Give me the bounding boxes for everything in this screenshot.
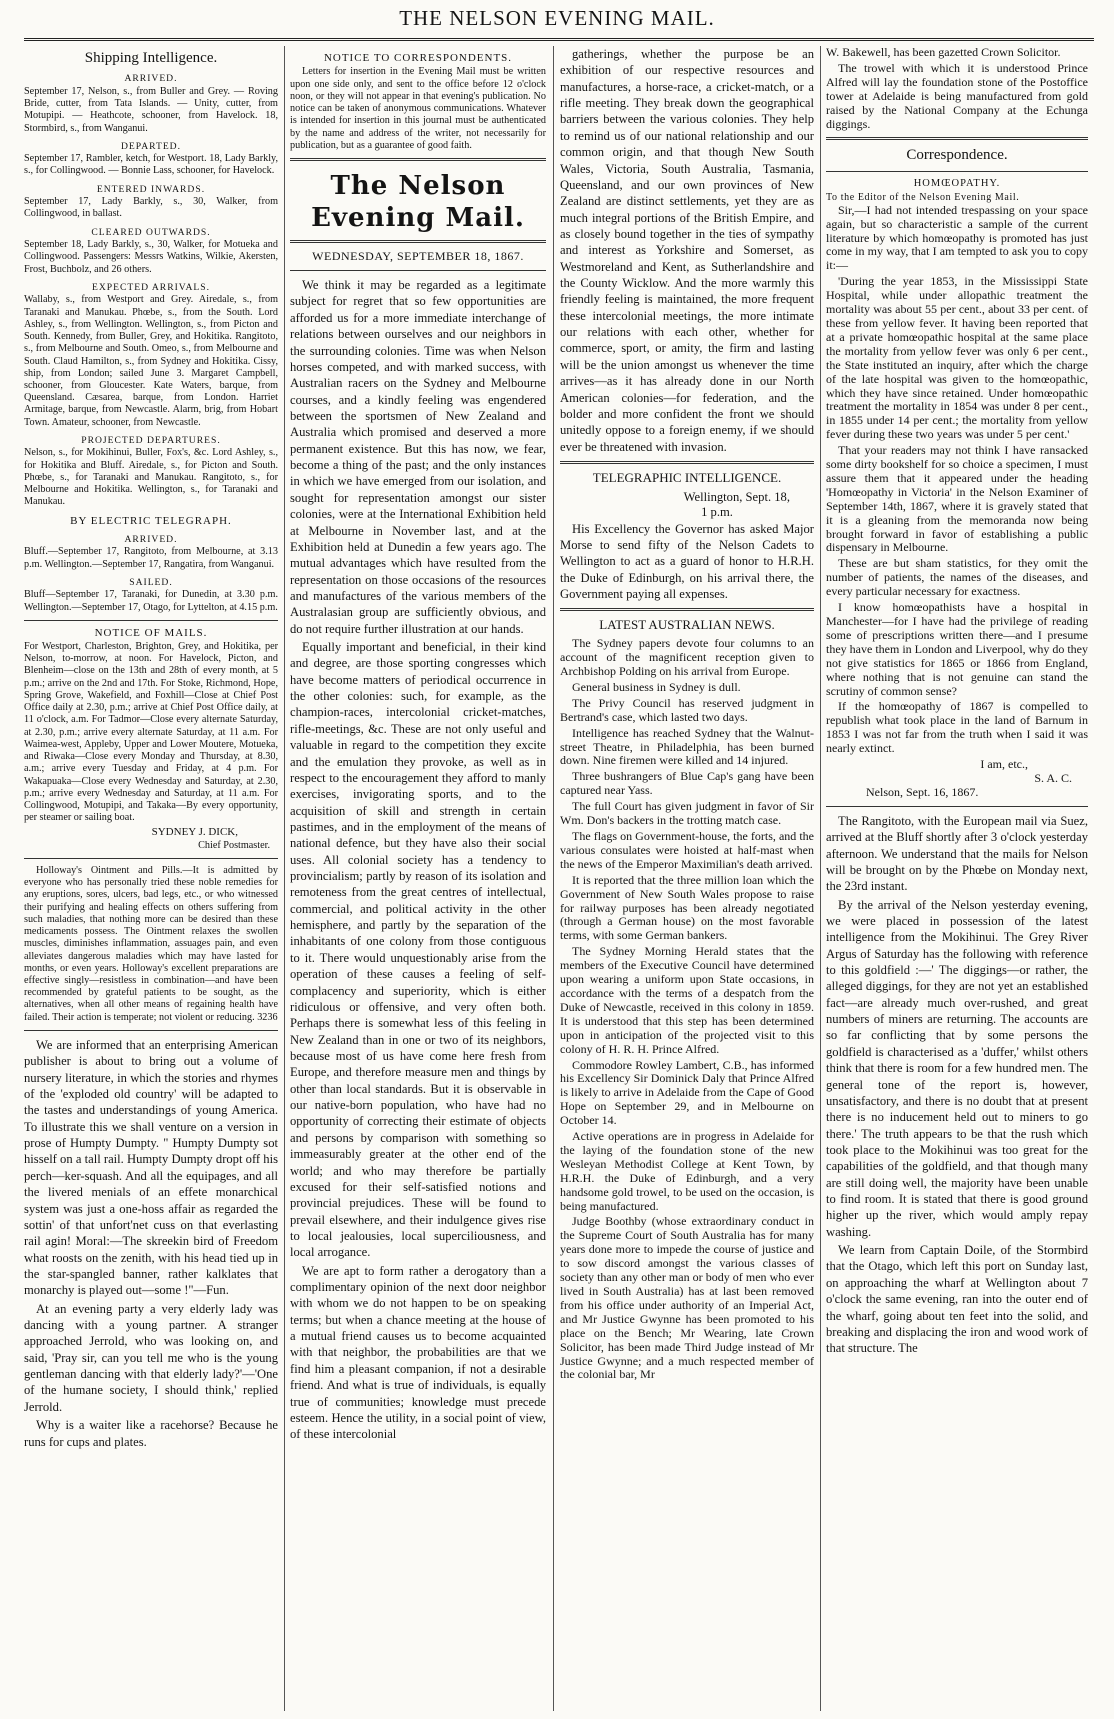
news-item: General business in Sydney is dull. [572, 679, 741, 694]
notice-text: Letters for insertion in the Evening Mail must be written upon one side only, and sent to the office before 12 o'clock noon, or they will not appear in that evening's publication. No notice can be taken of anonymous communications. Whatever is intended for insertion in this journal must be authenticated by the name and address of the writer, not necessarily for publication, but as a guarantee of good faith. [290, 66, 546, 151]
signature: I am, etc., [980, 757, 1028, 772]
divider [826, 137, 1088, 140]
section-heading: Correspondence. [906, 147, 1008, 164]
divider [560, 608, 814, 611]
signature: S. A. C. [1034, 770, 1072, 785]
paragraph: Why is a waiter like a racehorse? Because he runs for cups and plates. [24, 1418, 278, 1449]
subheading: CLEARED OUTWARDS. [91, 226, 211, 238]
paragraph: W. Bakewell, has been gazetted Crown Solicitor. [826, 46, 1061, 59]
letter-paragraph: That your readers may not think I have ransacked some dirty bookshelf for so choice a specimen, I must assure them that it appeared under the heading 'Homœopathy in Victoria' in the Nelson Examiner of September 14th, 1867, where it is gravely stated that it is a gleaning from the memoranda now being brought forward in favor of establishing a public dispensary in Melbourne. [826, 443, 1088, 555]
paragraph: The trowel with which it is understood Prince Alfred will lay the foundation stone of the Postoffice tower at Adelaide is being manufactured from gold raised by the National Company at the Echunga diggings. [826, 60, 1088, 131]
news-item: The Privy Council has reserved judgment in Bertrand's case, which lasted two days. [560, 695, 814, 724]
news-item: The flags on Government-house, the forts, and the various consulates were hoisted at half-mast when the news of the Emperor Maximilian's death arrived. [560, 829, 814, 871]
shipping-list: Bluff—September 17, Taranaki, for Dunedin, at 3.30 p.m. Wellington.—September 17, Otago, for Lyttelton, at 4.15 p.m. [24, 589, 278, 613]
paragraph: The Rangitoto, with the European mail via Suez, arrived at the Bluff shortly after 3 o'clock yesterday afternoon. We understand that the mails for Nelson will be brought on by the Phœbe on Monday next, the 23rd instant. [826, 813, 1088, 894]
subheading: PROJECTED DEPARTURES. [81, 434, 221, 446]
news-item: Intelligence has reached Sydney that the Walnut-street Theatre, in Philadelphia, has been burned down. Nine firemen were killed and 14 injured. [560, 725, 814, 768]
subheading: NOTICE TO CORRESPONDENTS. [323, 52, 513, 64]
section-heading: Shipping Intelligence. [84, 50, 218, 66]
subheading: DEPARTED. [120, 140, 182, 152]
signature: Chief Postmaster. [198, 839, 270, 851]
divider [560, 461, 814, 464]
letter-paragraph: Sir,—I had not intended trespassing on your space again, but so characteristic a sample of the current literature by which homœopathy is promoted has just come in my way, that I am tempted to ask you to copy it:— [826, 202, 1088, 273]
paragraph: We are apt to form rather a derogatory than a complimentary opinion of the next door neighbor with whom we do not happen to be on speaking terms; but when a chance meeting at the house of a mutual friend causes us to become acquainted with that neighbor, the probabilities are that we find him a pleasant companion, if not a desirable friend. And what is true of individuals, is equally true of communities; knowledge must precede esteem. Hence the utility, in a social point of view, of these intercolonial [290, 1263, 546, 1442]
column-1 [24, 46, 278, 1711]
news-item: Three bushrangers of Blue Cap's gang have been captured near Yass. [560, 769, 814, 798]
column-divider [820, 46, 821, 1711]
divider [24, 620, 278, 621]
paragraph: By the arrival of the Nelson yesterday evening, we were placed in possession of the latest intelligence from the Mokihinui. The Grey River Argus of Saturday has the following with reference to this goldfield :—' The diggings—or rather, the alleged diggings, for they are not yet an established fact—are already much over-rushed, and great numbers of miners are returning. The accounts are so far conflicting that by some persons the goldfield is characterised as a 'duffer,' whilst others think that there is room for a few hundred men. The general tone of the report is, however, unsatisfactory, and there is no doubt that at present there is no inducement held out to miners to go there.' The truth appears to be that the rush which took place to the Mokihinui was too great for the capabilities of the goldfield, and that though many are still doing well, the majority have been unable to find room. It is stated that there is good ground higher up the river, which would amply repay washing. [826, 897, 1088, 1239]
subheading: ENTERED INWARDS. [96, 183, 206, 195]
section-heading: LATEST AUSTRALIAN NEWS. [599, 617, 775, 633]
dateline: Wellington, Sept. 18, [683, 489, 790, 504]
news-item: It is reported that the three million loan which the Government of New South Wales propose to raise for railway purposes has been already negotiated (through a German house) on the most favorable terms, with some German bankers. [560, 872, 814, 943]
shipping-list: Wallaby, s., from Westport and Grey. Airedale, s., from Taranaki and Manukau. Phœbe, s., from the South. Lord Ashley, s., from Wellington. Wellington, s., from Picton and South. Kennedy, from Buller, Grey, and Hokitika. Rangitoto, s., from Melbourne and South. Omeo, s., from Melbourne and South. Claud Hamilton, s., from Sydney and Hokitika. Cissy, ship, from London; sailed June 3. Margaret Campbell, schooner, from Gloucester. Kate Waters, barque, from Queensland. Cæsarea, barque, from London. Harriet Armitage, barque, from Newcastle. Alarm, brig, from Hobart Town. Amateur, schooner, from Newcastle. [24, 294, 278, 428]
paragraph: At an evening party a very elderly lady was dancing with a young partner. A stranger approached Jerrold, who was looking on, and said, 'Pray sir, can you tell me who is the young gentleman dancing with that elderly lady?'—'One of the humane society, I should think,' replied Jerrold. [24, 1301, 278, 1414]
newspaper-title: The Nelson Evening Mail. [311, 171, 525, 233]
subheading: ARRIVED. [124, 533, 178, 545]
column-2 [290, 46, 546, 1711]
news-item: The Sydney papers devote four columns to an account of the magnificent reception given to Archbishop Polding on his arrival from Europe. [560, 636, 814, 679]
letter-paragraph: If the homœopathy of 1867 is compelled to republish what took place in the land of Barnum in 1853 I was not far from the truth when I said it was nearly extinct. [826, 699, 1088, 756]
letter-paragraph: I know homœopathists have a hospital in Manchester—for I have had the privilege of reading some of prescriptions written there—and I presume they have them in London and Liverpool, why do they not give statistics for 1865 or 1866 from England, where nothing that is not genuine can stand the scrutiny of common sense? [826, 600, 1088, 698]
column-4 [826, 46, 1088, 1711]
divider [826, 171, 1088, 172]
subheading: NOTICE OF MAILS. [94, 626, 208, 639]
divider [826, 806, 1088, 807]
shipping-list: September 17, Nelson, s., from Buller and Grey. — Roving Bride, cutter, from Tata Islands. — Unity, cutter, from Motupipi. — Heathcote, schooner, from Havelock. 18, Stormbird, s., from Wanganui. [24, 85, 278, 134]
mail-notice: For Westport, Charleston, Brighton, Grey, and Hokitika, per Nelson, to-morrow, at noon. For Havelock, Picton, and Blenheim—close on the 13th and 28th of every month, at 5 p.m.; arrive on the 2nd and 17th. For Stoke, Richmond, Hope, Spring Grove, Wakefield, and Foxhill—Close at Chief Post Office daily at 2.30, p.m.; arrive at Chief Post Office daily, at 11 o'clock, a.m. For Tadmor—Close every alternate Saturday, at 2.30, p.m.; arrive every alternate Saturday, at 11 a.m. For Waimea-west, Appleby, Upper and Lower Moutere, Motueka, and Riwaka—Close every Monday and Thursday, at 8.30, a.m.; arrive every Tuesday and Friday, at 4 p.m. For Wakapuaka—Close every Wednesday and Saturday, at 2.30, p.m.; arrive every Wednesday and Saturday, at 11 a.m. For Collingwood, Motupipi, and Takaka—By every opportunity, per steamer or sailing boat. [24, 640, 278, 824]
subheading: EXPECTED ARRIVALS. [91, 281, 211, 293]
dateline: 1 p.m. [701, 505, 733, 520]
subheading: SAILED. [129, 576, 173, 588]
news-item: The Sydney Morning Herald states that the members of the Executive Council have determined upon wearing a uniform upon State occasions, in accordance with the terms of a despatch from the Duke of Newcastle, received in this colony in 1859. It is understood that this step has been determined upon in anticipation of the projected visit to this colony of H. R. H. Prince Alfred. [560, 944, 814, 1056]
paragraph: We think it may be regarded as a legitimate subject for regret that so few opportunities are afforded us for a more immediate interchange of relations between ourselves and our neighbors in the surrounding colonies. Time was when Nelson horses competed, and with marked success, with Australian racers on the Sydney and Melbourne courses, and a kindly feeling was engendered between the sportsmen of New Zealand and Australia which promised and deserved a more permanent existence. But this has now, we fear, become a thing of the past; and the only instances in which we have emerged from our isolation, and sought for representation amongst our sister colonies, were at the International Exhibition held at Melbourne in November last, and at the Exhibition held at Dunedin a few years ago. The mutual advantages which have resulted from the representation on those occasions of the resources and manufactures of the various members of the Australasian group are sufficiently obvious, and do not require further illustration at our hands. [290, 278, 546, 636]
divider [290, 158, 546, 161]
column-divider [284, 46, 285, 1711]
subheading: BY ELECTRIC TELEGRAPH. [70, 514, 232, 527]
shipping-list: Nelson, s., for Mokihinui, Buller, Fox's, &c. Lord Ashley, s., for Hokitika and Bluff. Airedale, s., for Picton and South. Phœbe, s., for Taranaki and Manukau. Rangitoto, s., for Melbourne and Hokitika. Wellington, s., for Taranaki and Manukau. [24, 447, 278, 508]
column-3 [560, 46, 814, 1711]
divider [24, 858, 278, 859]
section-heading: TELEGRAPHIC INTELLIGENCE. [592, 469, 782, 485]
letter-address: To the Editor of the Nelson Evening Mail. [826, 191, 1020, 203]
paragraph: gatherings, whether the purpose be an exhibition of our respective resources and manufactures, a horse-race, a cricket-match, or a rifle meeting. They break down the geographical barriers between the various colonies. They help to remind us of our national relationship and our common origin, and that though New South Wales, Victoria, South Australia, Tasmania, Queensland, and our own provinces of New Zealand are distinct settlements, yet they are as much integral portions of the British Empire, and as closely bound together in the ties of sympathy and interest as Yorkshire and Somerset, as Westmoreland and Kent, as Sutherlandshire and the County Wicklow. And the more warmly this friendly feeling is maintained, the more frequent these intercolonial meetings, the more intimate our relations with each other, whether for commerce, sport, or amity, the firm and lasting will be the union amongst us whenever the time arrives—as it has already done in our North American colonies—for federation, and the bolder and more confident the front we should unitedly oppose to a foreign enemy, if we should ever be threatened with invasion. [560, 47, 814, 454]
subheading: ARRIVED. [124, 73, 178, 85]
advertisement: Holloway's Ointment and Pills.—It is admitted by everyone who has personally tried these noble remedies for any eruptions, sores, ulcers, bad legs, etc., or who witnessed their purifying and healing effects on others suffering from such maladies, that nothing more can be desired than these medicaments possess. The Ointment relaxes the swollen muscles, diminishes inflammation, assuages pain, and even alleviates dangerous maladies which may have lasted for months, or even years. Holloway's excellent preparations are effective singly—resistless in combination—and have been recommended by grateful patients to be sought, as the alternatives, when all other means of regaining health have failed. Their action is temperate; not violent or reducing. 3236 [24, 864, 278, 1023]
paragraph: His Excellency the Governor has asked Major Morse to send fifty of the Nelson Cadets to Wellington to act as a guard of honor to H.R.H. the Duke of Edinburgh, on his arrival there, the Government paying all expenses. [560, 521, 814, 601]
letter-date: Nelson, Sept. 16, 1867. [866, 784, 979, 799]
letter-paragraph: These are but sham statistics, for they omit the number of patients, the names of the diseases, and every particular necessary for exactness. [826, 556, 1088, 599]
divider [290, 270, 546, 271]
shipping-list: Bluff.—September 17, Rangitoto, from Melbourne, at 3.13 p.m. Wellington.—September 17, Rangatira, from Wanganui. [24, 546, 278, 570]
news-item: Active operations are in progress in Adelaide for the laying of the foundation stone of the new Wesleyan Methodist College at Kent Town, by H.R.H. the Duke of Edinburgh, and a very handsome gold trowel, to be used on the occasion, is being manufactured. [560, 1129, 814, 1213]
divider [290, 240, 546, 243]
divider [24, 1030, 278, 1031]
news-item: The full Court has given judgment in favor of Sir Wm. Don's backers in the trotting match case. [560, 799, 814, 828]
paragraph: Equally important and beneficial, in their kind and degree, are those sporting congresses which have become matters of periodical occurrence in the other colonies: such, for example, as the champion-races, intercolonial cricket-matches, rifle-meetings, &c. These are not only useful and valuable in regard to the competition they excite and the emulation they provoke, as well as in respect to the encouragement they afford to manly exercises, invigorating sports, and to the acquisition of skill and strength in certain pastimes, and in the employment of the means of national defence, but they have also their social uses. All colonial society has a tendency to provincialism; partly by reason of its isolation and remoteness from the great centres of intellectual, commercial, and political activity in the other hemisphere, and partly by the separation of the inhabitants of one colony from those contiguous to it. There would unquestionably arise from the operation of these causes a feeling of self-complacency and superiority, which is either ridiculous or offensive, and very often both. Perhaps there is somewhat less of this feeling in New Zealand than in one or two of its neighbors, because most of us have come here fresh from Europe, and therefore measure men and things by other than local standards. But it is observable in our native-born population, who have had no opportunity of correcting their estimate of objects and persons by comparison with something so immeasurably greater at the other end of the world; and who may therefore be partially excused for their self-satisfied notions and provincial prejudices. These will be found to prevail elsewhere, and their indulgence gives rise to local jealousies, local superciliousness, and local arrogance. [290, 640, 546, 1260]
masthead: THE NELSON EVENING MAIL. [399, 6, 715, 30]
paragraph: We are informed that an enterprising American publisher is about to bring out a volume of nursery literature, in which the stories and rhymes of the 'exploded old country' will be adapted to the tastes and understandings of young America. To illustrate this we shall venture on a version in prose of Humpty Dumpty. " Humpty Dumpty sot hisself on a tall rail. Humpty Dumpty dropt off his perch—ker-squash. And all the equipages, and all the livered menials of an effete monarchical system was just a one-hoss affair as regarded the sottin' of that unfort'net cuss on that everlasting rail agin! Moral:—The skreekin bird of Freedom what roosts on the zenith, with his head tied up in the star-spangled banner, rather kalklates that monarchy is played out—some !"—Fun. [24, 1037, 278, 1298]
signature: SYDNEY J. DICK, [151, 826, 238, 839]
paragraph: We learn from Captain Doile, of the Stormbird that the Otago, which left this port on Sunday last, on approaching the wharf at Wellington about 7 o'clock the same evening, ran into the outer end of the wharf, going about ten feet into the solid, and breaking and displacing the iron and wood work of that structure. The [826, 1243, 1088, 1356]
subheading: HOMŒOPATHY. [913, 177, 1001, 189]
issue-date: WEDNESDAY, SEPTEMBER 18, 1867. [312, 249, 524, 264]
news-item: Judge Boothby (whose extraordinary conduct in the Supreme Court of South Australia has for many years done more to impede the course of justice and to sow discord amongst the various classes of society than any other man or body of men who ever lived in South Australia) has at last been removed from his office under authority of an Imperial Act, and Mr Justice Gwynne has been promoted to his place on the Bench; Mr Wearing, late Crown Solicitor, has been made Third Judge instead of Mr Justice Gwynne; and a much respected member of the colonial bar, Mr [560, 1214, 814, 1382]
column-divider [553, 46, 554, 1711]
shipping-list: September 17, Rambler, ketch, for Westport. 18, Lady Barkly, s., for Collingwood. — Bonnie Lass, schooner, for Havelock. [24, 153, 278, 177]
shipping-list: September 18, Lady Barkly, s., 30, Walker, for Motueka and Collingwood. Passengers: Messrs Watkins, Wilkie, Akersten, Frost, Buchbolz, and 26 others. [24, 239, 278, 275]
news-item: Commodore Rowley Lambert, C.B., has informed his Excellency Sir Dominick Daly that Prince Alfred is likely to arrive in Adelaide from the Cape of Good Hope on September 29, and in Melbourne on October 14. [560, 1057, 814, 1128]
letter-paragraph: 'During the year 1853, in the Mississippi State Hospital, while under allopathic treatment the mortality was about 55 per cent., about 33 per cent. of these from yellow fever. It having been reported that at a private homœopathic hospital at the same place the mortality from yellow fever was only 6 per cent., the State instituted an inquiry, after which the charge of the late hospital was given to the homœopathic, which they have since retained. Under homœopathic treatment the mortality in 1854 was under 8 per cent., in 1855 under 14 per cent.; the mortality from yellow fever during these two years was under 5 per cent.' [826, 274, 1088, 442]
masthead-rule [24, 38, 1094, 41]
shipping-list: September 17, Lady Barkly, s., 30, Walker, from Collingwood, in ballast. [24, 196, 278, 220]
